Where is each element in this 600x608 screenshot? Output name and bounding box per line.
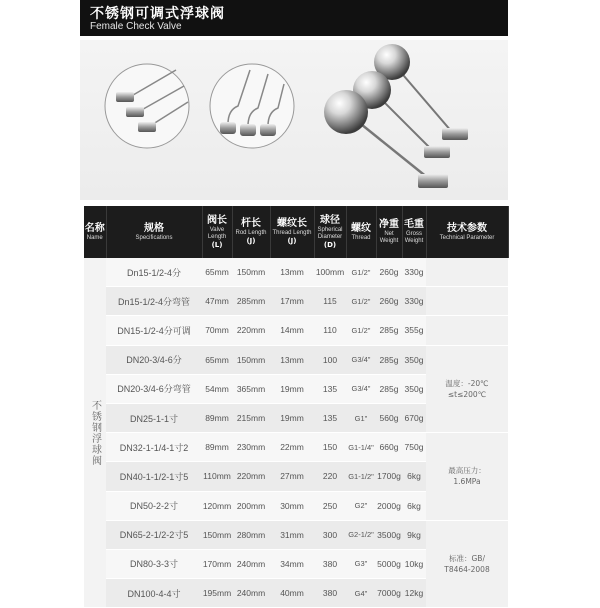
- cell-thread-length: 13mm: [270, 258, 314, 287]
- tech-param-line: ≤t≤200℃: [447, 389, 487, 399]
- spec-table: [84, 206, 508, 608]
- cell-net-weight: 285g: [376, 345, 402, 374]
- cell-ball-diameter: 135: [314, 374, 346, 403]
- cell-ball-diameter: 100mm: [314, 258, 346, 287]
- tech-param-line: 最高压力：: [448, 466, 486, 476]
- header-technical-parameter: 技术参数 Technical Parameter: [426, 206, 508, 258]
- tech-param-cell: [426, 258, 508, 287]
- cell-spec: DN65-2-1/2-2寸5: [106, 520, 202, 549]
- tech-param-cell: [426, 316, 508, 345]
- tech-param-cell: [426, 520, 508, 608]
- cell-spec: DN40-1-1/2-1寸5: [106, 462, 202, 491]
- tech-param-line: T8464-2008: [444, 564, 490, 574]
- cell-spec: Dn15-1/2-4分弯管: [106, 287, 202, 316]
- cell-valve-length: 54mm: [202, 374, 232, 403]
- header-name: 名称 Name: [84, 206, 106, 258]
- cell-rod-length: 150mm: [232, 258, 270, 287]
- cell-rod-length: 220mm: [232, 462, 270, 491]
- cell-spec: DN25-1-1寸: [106, 403, 202, 432]
- cell-thread-length: 27mm: [270, 462, 314, 491]
- tech-param-line: 1.6MPa: [453, 477, 481, 487]
- cell-gross-weight: 670g: [402, 403, 426, 432]
- cell-ball-diameter: 150: [314, 433, 346, 462]
- cell-gross-weight: 10kg: [402, 549, 426, 578]
- table-row: [84, 345, 508, 374]
- cell-rod-length: 240mm: [232, 549, 270, 578]
- cell-net-weight: 3500g: [376, 520, 402, 549]
- header-gross-weight: 毛重 Gross Weight: [402, 206, 426, 258]
- cell-thread-length: 22mm: [270, 433, 314, 462]
- header-thread: 螺纹 Thread: [346, 206, 376, 258]
- cell-valve-length: 89mm: [202, 433, 232, 462]
- tech-param-cell: [426, 287, 508, 316]
- cell-rod-length: 280mm: [232, 520, 270, 549]
- cell-gross-weight: 6kg: [402, 462, 426, 491]
- cell-gross-weight: 12kg: [402, 579, 426, 608]
- cell-spec: DN100-4-4寸: [106, 579, 202, 608]
- cell-ball-diameter: 115: [314, 287, 346, 316]
- cell-thread: G1-1/4": [346, 433, 376, 462]
- cell-net-weight: 560g: [376, 403, 402, 432]
- cell-net-weight: 1700g: [376, 462, 402, 491]
- cell-rod-length: 220mm: [232, 316, 270, 345]
- cell-rod-length: 285mm: [232, 287, 270, 316]
- cell-valve-length: 70mm: [202, 316, 232, 345]
- cell-net-weight: 285g: [376, 316, 402, 345]
- table-row: [84, 520, 508, 549]
- cell-valve-length: 170mm: [202, 549, 232, 578]
- cell-thread-length: 14mm: [270, 316, 314, 345]
- cell-thread: G3/4": [346, 374, 376, 403]
- cell-thread: G2": [346, 491, 376, 520]
- table-row: [84, 287, 508, 316]
- cell-gross-weight: 6kg: [402, 491, 426, 520]
- cell-rod-length: 240mm: [232, 579, 270, 608]
- header-valve-length: 阀长 Valve Length (L): [202, 206, 232, 258]
- cell-valve-length: 65mm: [202, 258, 232, 287]
- cell-net-weight: 7000g: [376, 579, 402, 608]
- cell-thread-length: 13mm: [270, 345, 314, 374]
- cell-rod-length: 215mm: [232, 403, 270, 432]
- cell-thread: G1/2": [346, 287, 376, 316]
- cell-net-weight: 660g: [376, 433, 402, 462]
- tech-param-cell: [426, 433, 508, 521]
- cell-rod-length: 230mm: [232, 433, 270, 462]
- cell-spec: DN80-3-3寸: [106, 549, 202, 578]
- table-row: [84, 258, 508, 287]
- cell-ball-diameter: 135: [314, 403, 346, 432]
- cell-net-weight: 260g: [376, 287, 402, 316]
- cell-spec: DN32-1-1/4-1寸2: [106, 433, 202, 462]
- cell-thread-length: 17mm: [270, 287, 314, 316]
- ball-float-valve-group: [324, 44, 468, 188]
- cell-gross-weight: 330g: [402, 258, 426, 287]
- cell-valve-length: 195mm: [202, 579, 232, 608]
- cell-spec: Dn15-1/2-4分: [106, 258, 202, 287]
- cell-thread-length: 30mm: [270, 491, 314, 520]
- cell-gross-weight: 350g: [402, 345, 426, 374]
- cell-rod-length: 365mm: [232, 374, 270, 403]
- cell-spec: DN50-2-2寸: [106, 491, 202, 520]
- table-body: [84, 258, 508, 608]
- page-subtitle: Female Check Valve: [90, 21, 182, 32]
- cell-ball-diameter: 300: [314, 520, 346, 549]
- cell-net-weight: 285g: [376, 374, 402, 403]
- header-rod-length: 杆长 Rod Length (J): [232, 206, 270, 258]
- cell-thread: G4": [346, 579, 376, 608]
- table-row: [84, 433, 508, 462]
- cell-thread: G3/4": [346, 345, 376, 374]
- cell-spec: DN15-1/2-4分可调: [106, 316, 202, 345]
- header-banner: [80, 0, 508, 36]
- cell-ball-diameter: 380: [314, 579, 346, 608]
- header-spherical-diameter: 球径 Spherical Diameter (D): [314, 206, 346, 258]
- cell-gross-weight: 355g: [402, 316, 426, 345]
- cell-valve-length: 65mm: [202, 345, 232, 374]
- cell-thread-length: 19mm: [270, 374, 314, 403]
- cell-thread: G1-1/2": [346, 462, 376, 491]
- tech-param-line: 标准：GB/: [449, 553, 485, 563]
- cell-gross-weight: 330g: [402, 287, 426, 316]
- cell-gross-weight: 750g: [402, 433, 426, 462]
- cell-rod-length: 150mm: [232, 345, 270, 374]
- cell-ball-diameter: 380: [314, 549, 346, 578]
- detail-circle-straight: [105, 64, 189, 148]
- cell-spec: DN20-3/4-6分弯管: [106, 374, 202, 403]
- cell-valve-length: 120mm: [202, 491, 232, 520]
- header-thread-length: 螺纹长 Thread Length (J): [270, 206, 314, 258]
- cell-rod-length: 200mm: [232, 491, 270, 520]
- cell-thread: G1/2": [346, 316, 376, 345]
- header-specifications: 规格 Specifications: [106, 206, 202, 258]
- cell-thread: G1": [346, 403, 376, 432]
- cell-thread-length: 19mm: [270, 403, 314, 432]
- product-name-cell: 不锈钢浮球阀: [84, 258, 106, 608]
- cell-valve-length: 89mm: [202, 403, 232, 432]
- cell-spec: DN20-3/4-6分: [106, 345, 202, 374]
- table-header-row: [84, 206, 508, 258]
- tech-param-line: 温度：-20℃: [445, 378, 489, 388]
- cell-net-weight: 260g: [376, 258, 402, 287]
- cell-valve-length: 110mm: [202, 462, 232, 491]
- cell-thread: G2-1/2": [346, 520, 376, 549]
- table-row: [84, 316, 508, 345]
- cell-ball-diameter: 110: [314, 316, 346, 345]
- product-illustration: [80, 40, 508, 200]
- cell-ball-diameter: 220: [314, 462, 346, 491]
- page-title: 不锈钢可调式浮球阀: [90, 6, 225, 22]
- cell-thread: G1/2": [346, 258, 376, 287]
- header-net-weight: 净重 Net Weight: [376, 206, 402, 258]
- cell-gross-weight: 350g: [402, 374, 426, 403]
- cell-net-weight: 5000g: [376, 549, 402, 578]
- cell-net-weight: 2000g: [376, 491, 402, 520]
- cell-ball-diameter: 100: [314, 345, 346, 374]
- cell-ball-diameter: 250: [314, 491, 346, 520]
- product-photo-panel: [80, 40, 508, 200]
- cell-thread: G3": [346, 549, 376, 578]
- cell-thread-length: 40mm: [270, 579, 314, 608]
- cell-valve-length: 47mm: [202, 287, 232, 316]
- cell-thread-length: 34mm: [270, 549, 314, 578]
- cell-gross-weight: 9kg: [402, 520, 426, 549]
- tech-param-cell: [426, 345, 508, 433]
- cell-valve-length: 150mm: [202, 520, 232, 549]
- cell-thread-length: 31mm: [270, 520, 314, 549]
